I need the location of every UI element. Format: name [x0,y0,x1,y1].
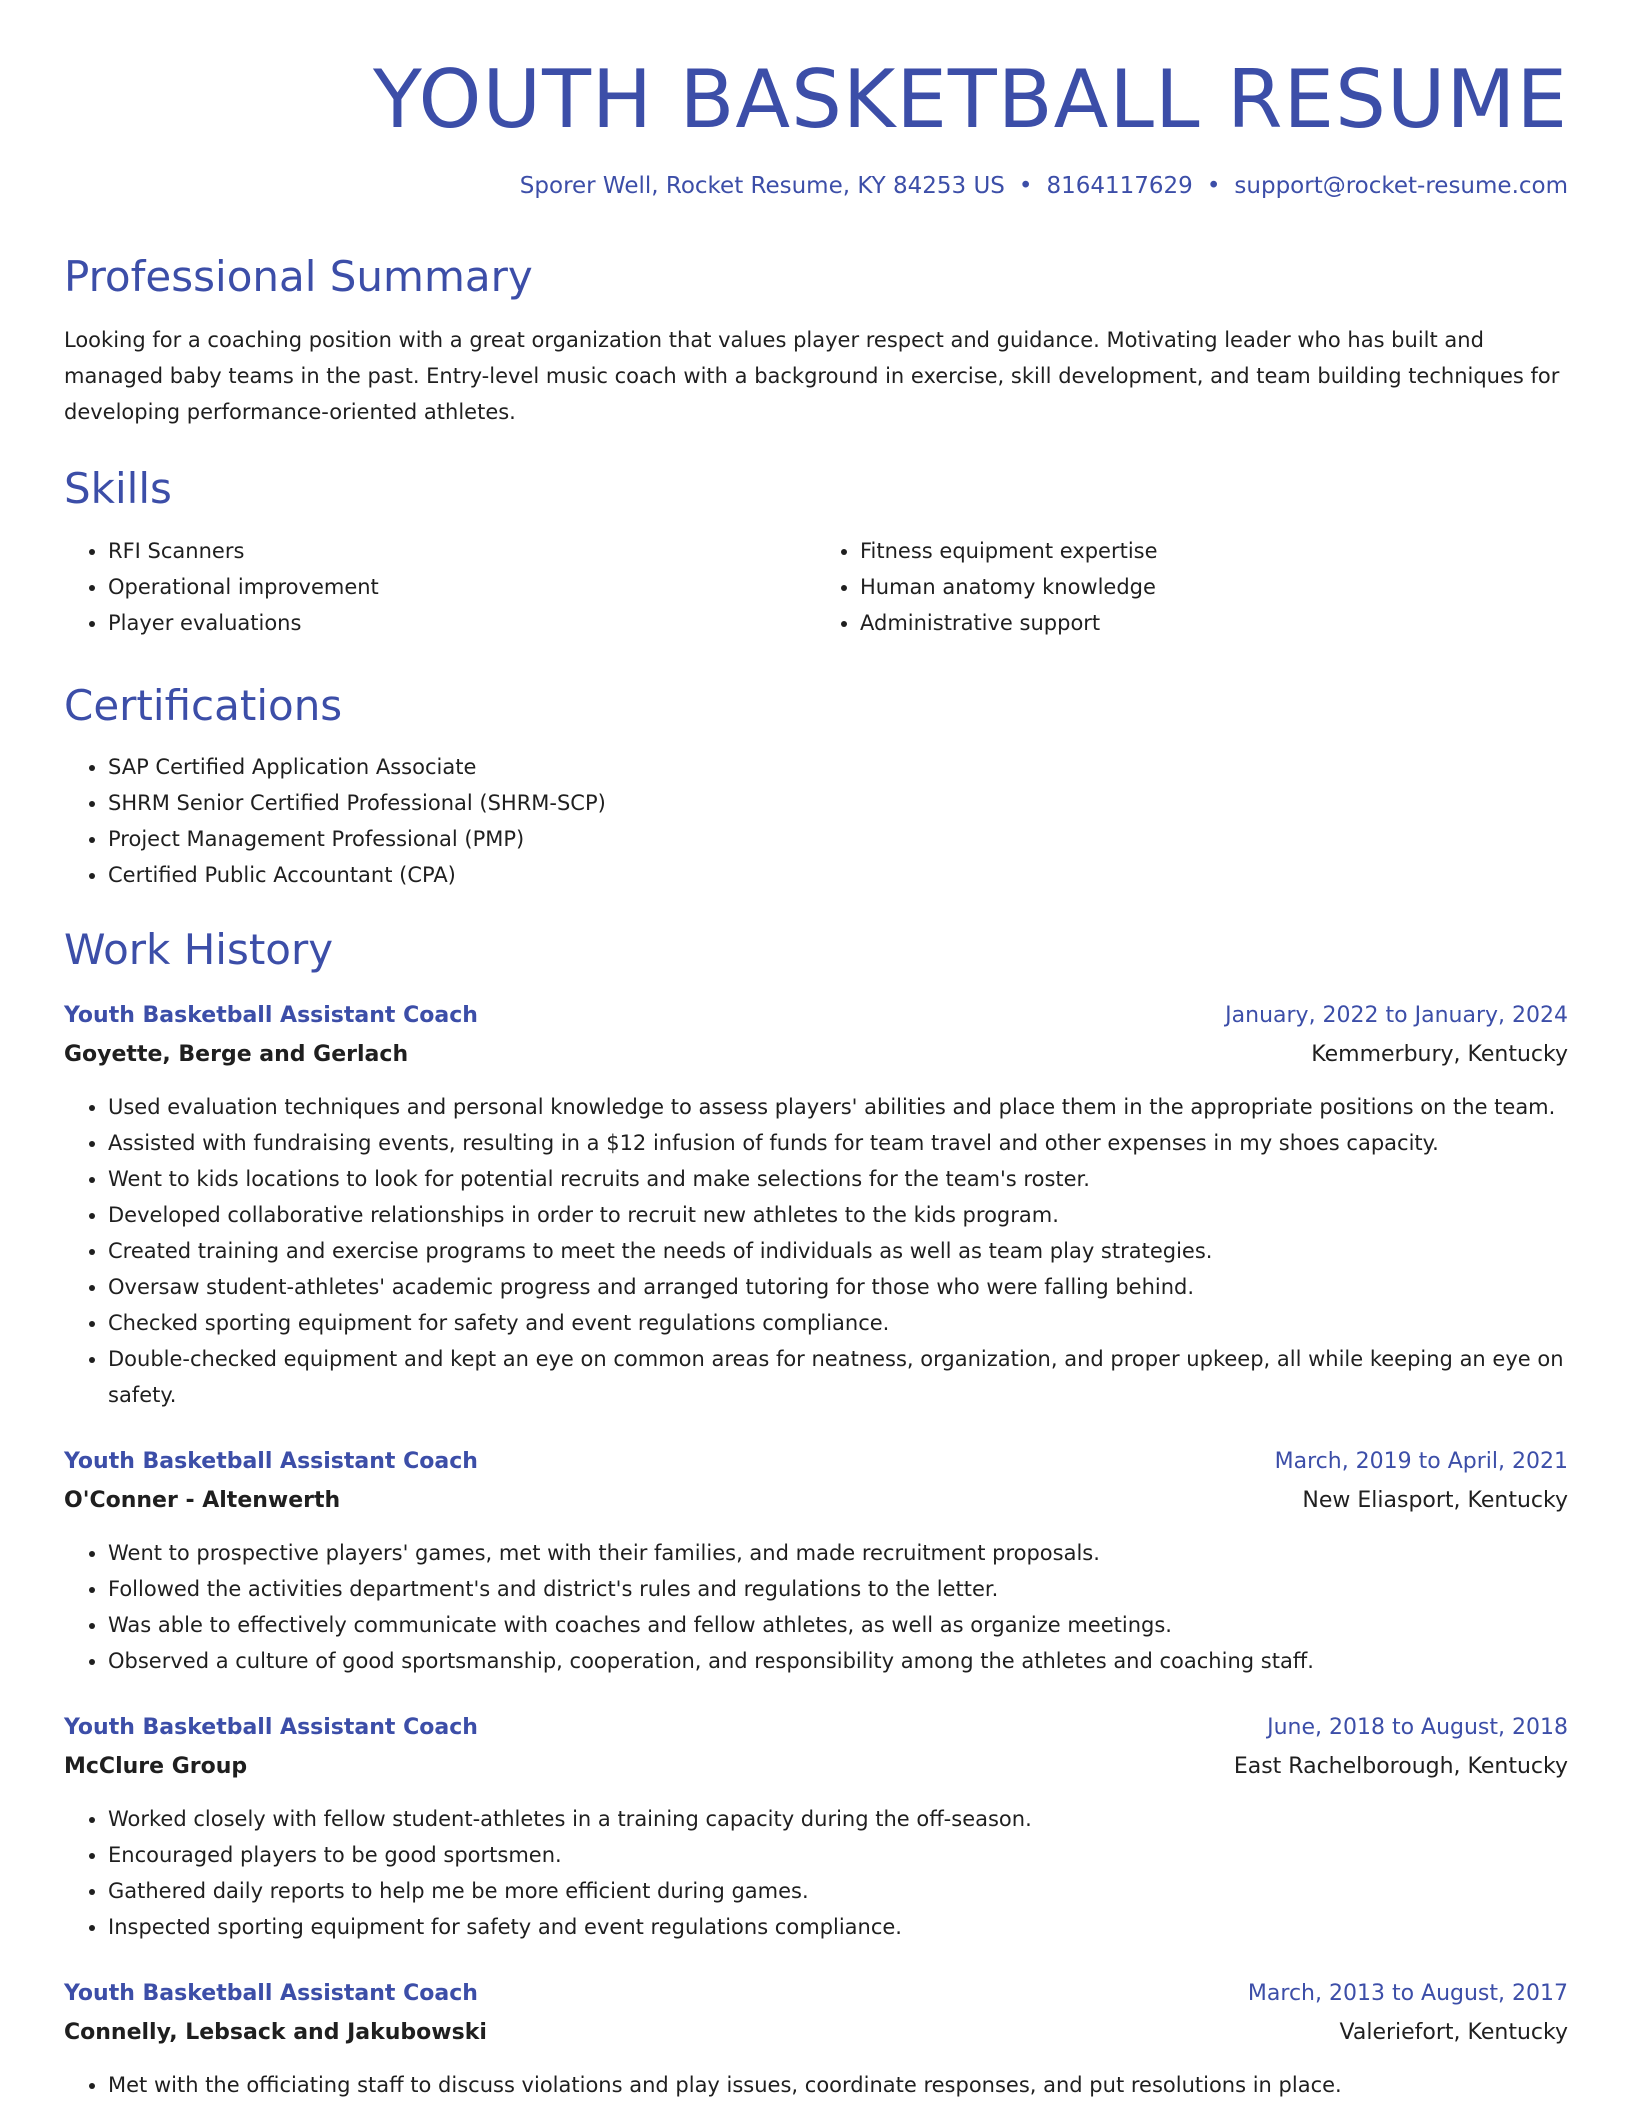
job-location: Kemmerbury, Kentucky [1311,1042,1568,1068]
job-bullets [64,1535,1568,1679]
job-company-row [64,1035,1568,1075]
job-bullet: • Double-checked equipment and kept an eye on common areas for neatness, organization, and proper upkeep, all while keeping an eye on safety. [108,1341,1568,1413]
job-header-row [64,1975,1568,2013]
job-entry [64,997,1568,1413]
job-bullet: • Gathered daily reports to help me be more efficient during games. [108,1873,1568,1909]
job-bullet: • Followed the activities department's and district's rules and regulations to the letter. [108,1571,1568,1607]
job-dates: June, 2018 to August, 2018 [1267,1715,1568,1741]
job-title: Youth Basketball Assistant Coach [64,1981,478,2007]
skills-heading: Skills [64,464,172,514]
skill-item: • Player evaluations [108,605,816,641]
job-bullet: • Went to kids locations to look for potential recruits and make selections for the team's roster. [108,1161,1568,1197]
job-bullet: • Met with the officiating staff to discuss violations and play issues, coordinate responses, and put resolutions in place. [108,2067,1568,2103]
job-bullets [64,2067,1568,2103]
job-bullet: • Used evaluation techniques and personal knowledge to assess players' abilities and place them in the appropriate positions on the team. [108,1089,1568,1125]
job-entry [64,1975,1568,2103]
certification-item: • SAP Certified Application Associate [108,749,1568,785]
contact-phone: 8164117629 [1046,173,1193,199]
job-company: McClure Group [64,1754,248,1780]
contact-line [64,172,1568,202]
work-history-heading: Work History [64,925,334,975]
certification-item: • Project Management Professional (PMP) [108,821,1568,857]
job-bullet: • Encouraged players to be good sportsmen. [108,1837,1568,1873]
certifications-list [64,749,1568,893]
job-company: O'Conner - Altenwerth [64,1488,341,1514]
job-bullet: • Observed a culture of good sportsmanship, cooperation, and responsibility among the athletes and coaching staff. [108,1643,1568,1679]
job-bullet: • Was able to effectively communicate with coaches and fellow athletes, as well as organize meetings. [108,1607,1568,1643]
job-bullet: • Checked sporting equipment for safety and event regulations compliance. [108,1305,1568,1341]
job-bullets [64,1801,1568,1945]
job-company-row [64,1481,1568,1521]
skill-item: • RFI Scanners [108,533,816,569]
job-bullet: • Created training and exercise programs to meet the needs of individuals as well as team play strategies. [108,1233,1568,1269]
job-dates: March, 2013 to August, 2017 [1247,1981,1568,2007]
certification-item: • Certified Public Accountant (CPA) [108,857,1568,893]
job-company: Connelly, Lebsack and Jakubowski [64,2020,487,2046]
skill-item: • Operational improvement [108,569,816,605]
job-header-row [64,1443,1568,1481]
job-company: Goyette, Berge and Gerlach [64,1042,409,1068]
job-bullet: • Developed collaborative relationships in order to recruit new athletes to the kids program. [108,1197,1568,1233]
certifications-heading: Certifications [64,680,343,730]
job-location: New Eliasport, Kentucky [1302,1488,1568,1514]
skill-item: • Administrative support [860,605,1568,641]
contact-separator: • [1206,173,1221,199]
summary-heading: Professional Summary [64,251,533,301]
job-title: Youth Basketball Assistant Coach [64,1449,478,1475]
job-bullet: • Oversaw student-athletes' academic progress and arranged tutoring for those who were falling behind. [108,1269,1568,1305]
job-header-row [64,997,1568,1035]
skills-list-left [64,533,816,641]
job-header-row [64,1709,1568,1747]
skills-list-right [816,533,1568,641]
job-bullet: • Assisted with fundraising events, resulting in a $12 infusion of funds for team travel and other expenses in my shoes capacity. [108,1125,1568,1161]
skill-item: • Human anatomy knowledge [860,569,1568,605]
job-title: Youth Basketball Assistant Coach [64,1003,478,1029]
job-bullets [64,1089,1568,1413]
job-location: Valeriefort, Kentucky [1339,2020,1568,2046]
job-bullet: • Went to prospective players' games, met with their families, and made recruitment proposals. [108,1535,1568,1571]
job-company-row [64,1747,1568,1787]
job-entry [64,1709,1568,1945]
skill-item: • Fitness equipment expertise [860,533,1568,569]
job-title: Youth Basketball Assistant Coach [64,1715,478,1741]
contact-email: support@rocket-resume.com [1234,173,1568,199]
summary-text: Looking for a coaching position with a great organization that values player respect and guidance. Motivating leader who has built and managed baby teams in the past. Entry-level music coach with a background in exercise, skill development, and team building techniques for developing performance-oriented athletes. [64,328,1560,425]
job-bullet: • Worked closely with fellow student-athletes in a training capacity during the off-season. [108,1801,1568,1837]
certification-item: • SHRM Senior Certified Professional (SHRM-SCP) [108,785,1568,821]
job-entry [64,1443,1568,1679]
job-dates: January, 2022 to January, 2024 [1225,1003,1568,1029]
job-bullet: • Inspected sporting equipment for safety and event regulations compliance. [108,1909,1568,1945]
job-location: East Rachelborough, Kentucky [1233,1754,1568,1780]
skills-grid [64,533,1568,641]
resume-title: YOUTH BASKETBALL RESUME [373,53,1568,146]
job-company-row [64,2013,1568,2053]
job-dates: March, 2019 to April, 2021 [1274,1449,1568,1475]
contact-address: Sporer Well, Rocket Resume, KY 84253 US [519,173,1005,199]
contact-separator: • [1018,173,1033,199]
